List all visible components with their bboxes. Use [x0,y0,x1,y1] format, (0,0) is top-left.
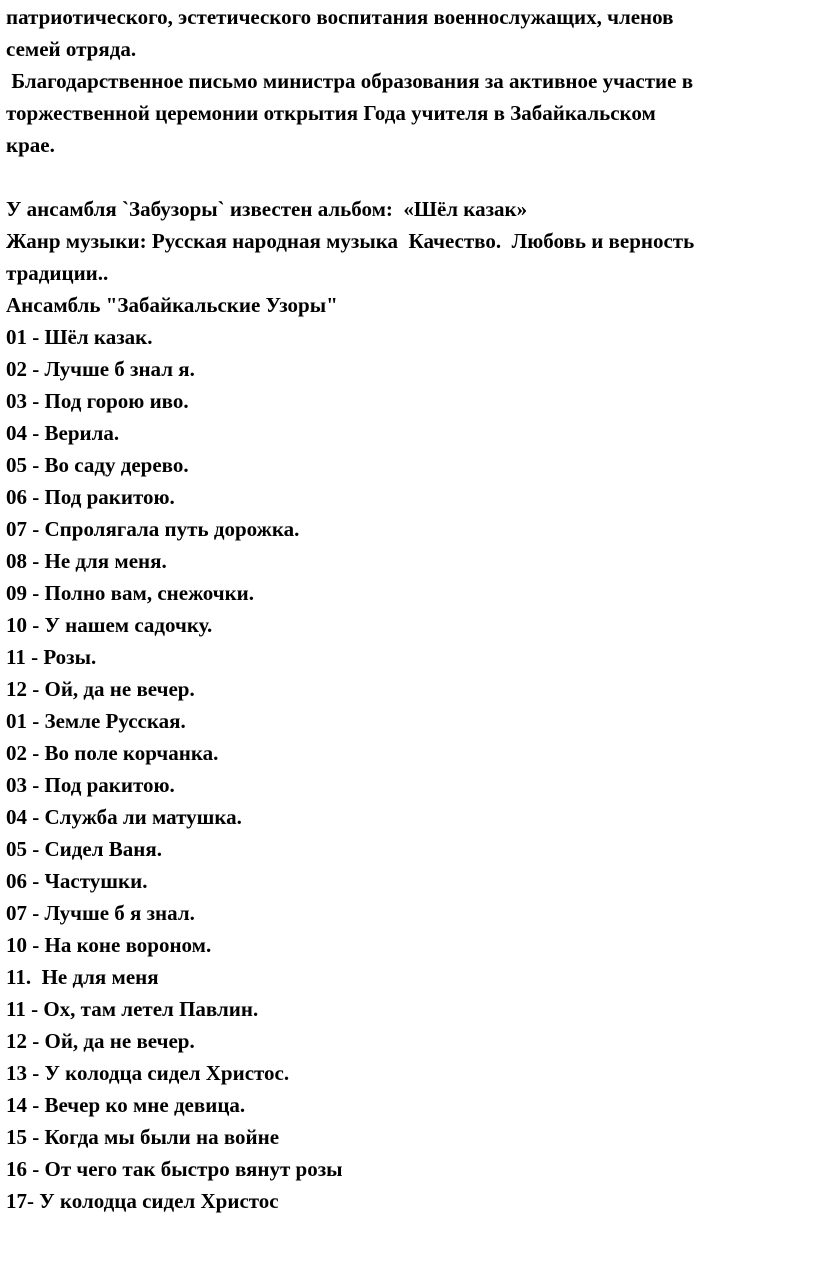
intro-line: патриотического, эстетического воспитания военнослужащих, членов [6,5,674,29]
track-item: 04 - Верила. [6,421,120,445]
track-item: 13 - У колодца сидел Христос. [6,1061,290,1085]
track-item: 01 - Земле Русская. [6,709,186,733]
blank-line [6,161,810,193]
track-item: 02 - Во поле корчанка. [6,741,219,765]
album-info [6,193,810,321]
track-item: 05 - Сидел Ваня. [6,837,162,861]
track-item: 11 - Розы. [6,645,97,669]
track-item: 09 - Полно вам, снежочки. [6,581,255,605]
track-item: 03 - Под горою иво. [6,389,189,413]
track-item: 04 - Служба ли матушка. [6,805,242,829]
ensemble-title: Ансамбль "Забайкальские Узоры" [6,293,338,317]
track-list [6,321,810,1217]
genre-line: Жанр музыки: Русская народная музыка Качество. Любовь и верность [6,229,695,253]
genre-line-continued: традиции.. [6,261,109,285]
document-page [6,0,810,1217]
track-item: 06 - Под ракитою. [6,485,175,509]
track-item: 12 - Ой, да не вечер. [6,677,195,701]
track-item: 03 - Под ракитою. [6,773,175,797]
intro-line: Благодарственное письмо министра образования за активное участие в [6,69,694,93]
track-item: 07 - Лучше б я знал. [6,901,195,925]
track-item: 10 - У нашем садочку. [6,613,213,637]
track-item: 12 - Ой, да не вечер. [6,1029,195,1053]
track-item: 15 - Когда мы были на войне [6,1125,280,1149]
intro-line: крае. [6,133,55,157]
track-item: 02 - Лучше б знал я. [6,357,195,381]
track-item: 11 - Ох, там летел Павлин. [6,997,259,1021]
intro-paragraph [6,1,810,161]
track-item: 17- У колодца сидел Христос [6,1189,279,1213]
track-item: 08 - Не для меня. [6,549,167,573]
track-item: 10 - На коне вороном. [6,933,212,957]
track-item: 11. Не для меня [6,965,159,989]
track-item: 06 - Частушки. [6,869,148,893]
track-item: 07 - Спролягала путь дорожка. [6,517,300,541]
intro-line: торжественной церемонии открытия Года учителя в Забайкальском [6,101,656,125]
intro-line: семей отряда. [6,37,137,61]
track-item: 01 - Шёл казак. [6,325,153,349]
track-item: 14 - Вечер ко мне девица. [6,1093,246,1117]
track-item: 05 - Во саду дерево. [6,453,189,477]
track-item: 16 - От чего так быстро вянут розы [6,1157,343,1181]
album-known-line: У ансамбля `Забузоры` известен альбом: «Шёл казак» [6,197,528,221]
